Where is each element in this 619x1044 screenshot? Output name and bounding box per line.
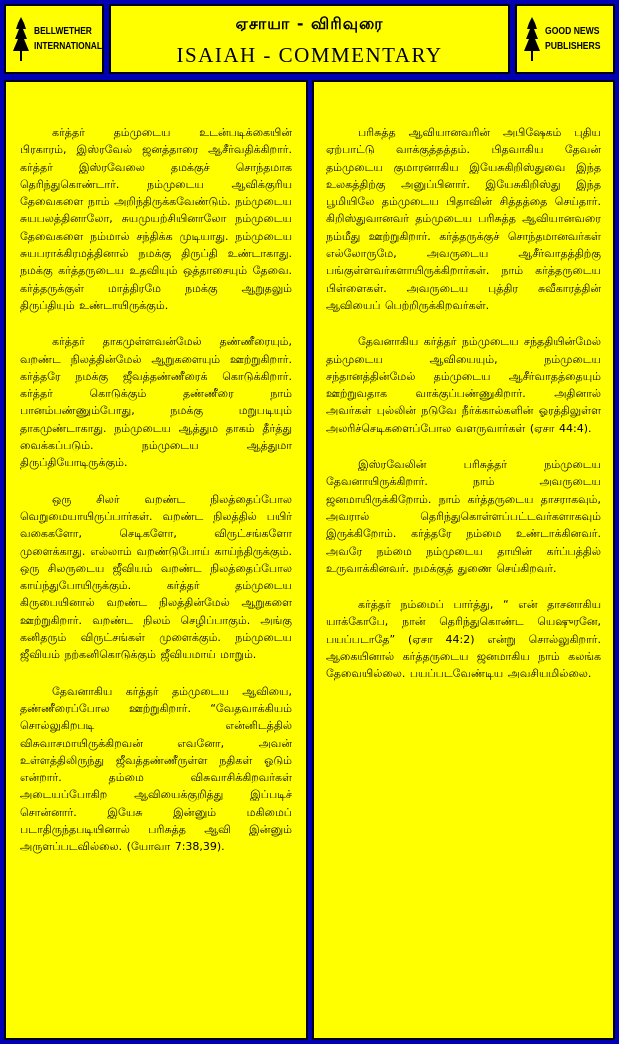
paragraph: ஒரு சிலர் வறண்ட நிலத்தைப்போல வெறுமையாயிருப்பார்கள். வறண்ட நிலத்தில் பயிர் வகைகளோ, செடிகளோ, விருட்சங்களோ முளைக்காது. எல்லாம் வறண்டுபோய் காய்ந்திருக்கும். ஒரு சிலருடைய ஜீவியம் வறண்ட நிலத்தைப்போல காய்ந்துபோயிருக்கும். கர்த்தர் தம்முடைய கிருபையினால் வறண்ட நிலத்தின்மேல் ஆறுகளை ஊற்றுகிறார். வறண்ட நிலம் செழிப்பாகும். அங்கு கனிதரும் விருட்சங்கள் முளைக்கும். நம்முடைய ஜீவியம் நற்கனிகொடுக்கும் ஜீவியமாய் மாறும். (20, 492, 292, 662)
paragraph: கர்த்தர் தாகமுள்ளவன்மேல் தண்ணீரையும், வறண்ட நிலத்தின்மேல் ஆறுகளையும் ஊற்றுகிறார். கர்த்தரே நமக்கு ஜீவத்தண்ணீரைக் கொடுக்கிறார். கர்த்தர் கொடுக்கும் தண்ணீரை நாம் பானம்பண்ணும்போது, நமக்கு மறுபடியும் தாகமுண்டாகாது. நம்முடைய ஆத்தும தாகம் தீர்த்து வைக்கப்படும். நம்முடைய ஆத்துமா திருப்தியோடிருக்கும். (20, 335, 292, 470)
logo-line: GOOD NEWS (545, 25, 600, 37)
title-tamil: ஏசாயா - விரிவுரை (235, 14, 384, 33)
tree-icon (521, 15, 543, 63)
right-column (312, 80, 615, 1040)
paragraph: பரிசுத்த ஆவியானவரின் அபிஷேகம் புதிய ஏற்பாட்டு வாக்குத்தத்தம். பிதவாகிய தேவன் தம்முடைய குமாரனாகிய இயேசுகிறிஸ்துவை இந்த உலகத்திற்கு அனுப்பினார். இயேசுகிறிஸ்து இந்த பூமியிலே தம்முடைய பிதாவின் சித்தத்தை செய்தார். கிறிஸ்துவானவர் தம்முடைய பரிசுத்த ஆவியானவரை நம்மீது ஊற்றுகிறார். கர்த்தருக்குச் சொந்தமானவர்கள் எல்லோருமே, அவருடைய ஆசீர்வாதத்திற்கு பங்குள்ளவர்களாயிருக்கிறார்கள். நாம் கர்த்தருடைய பிள்ளைகள். அவருடைய புத்திர சுவீகாரத்தின் ஆவியைப் பெற்றிருக்கிறவர்கள். (326, 126, 601, 312)
logo-line: PUBLISHERS (545, 40, 601, 52)
logo-line: BELLWETHER (34, 25, 92, 37)
paragraph: தேவனாகிய கர்த்தர் தம்முடைய ஆவியை, தண்ணீரைப்போல ஊற்றுகிறார். “வேதவாக்கியம் சொல்லுகிறபடி என்னிடத்தில் விசுவாசமாயிருக்கிறவன் எவனோ, அவன் உள்ளத்திலிருந்து ஜீவத்தண்ணீருள்ள நதிகள் ஓடும் என்றார். தம்மை விசுவாசிக்கிறவர்கள் அடையப்போகிற ஆவியைக்குறித்து இப்படிச் சொன்னார். இயேசு இன்னும் மகிமைப் படாதிருந்தபடியினால் பரிசுத்த ஆவி இன்னும் அருளப்படவில்லை. (யோவா 7:38,39). (20, 684, 292, 854)
bellwether-logo (4, 4, 104, 74)
page-header (109, 4, 510, 74)
paragraph: கர்த்தர் நம்மைப் பார்த்து, “ என் தாசனாகிய யாக்கோபே, நான் தெரிந்துகொண்ட யெஷுரனே, பயப்படாதே” (ஏசா 44:2) என்று சொல்லுகிறார். ஆகையினால் கர்த்தருடைய ஜனமாகிய நாம் கலங்க தேவையில்லை. பயப்படவேண்டிய அவசியமில்லை. (326, 598, 601, 681)
logo-line: INTERNATIONAL (34, 40, 102, 52)
title-english: ISAIAH - COMMENTARY (176, 43, 443, 67)
ram-icon (10, 15, 32, 63)
good-news-logo (515, 4, 615, 74)
paragraph: இஸ்ரவேலின் பரிசுத்தர் நம்முடைய தேவனாயிருக்கிறார். நாம் அவருடைய ஜனமாயிருக்கிறோம். நாம் கர்த்தருடைய தாசராகவும், அவரால் தெரிந்துகொள்ளப்பட்டவர்களாகவும் இருக்கிறோம். கர்த்தரே நம்மை உண்டாக்கினவர். அவரே நம்மை நம்முடைய தாயின் கர்ப்பத்தில் உருவாக்கினவர். நமக்குத் துணை செய்கிறவர். (326, 458, 601, 575)
left-column (4, 80, 308, 1040)
paragraph: கர்த்தர் தம்முடைய உடன்படிக்கையின் பிரகாரம், இஸ்ரவேல் ஜனத்தாரை ஆசீர்வதிக்கிறார். கர்த்தர் இஸ்ரவேலை தமக்குச் சொந்தமாக தெரிந்துகொண்டார். நம்முடைய ஆவிக்குரிய தேவைகளை நாம் அறிந்திருக்கவேண்டும். நம்முடைய சுயபலத்தினாலோ, சுயமுயற்சியினாலோ நம்முடைய தேவைகளை நம்மால் சந்திக்க முடியாது. நம்முடைய சுயபராக்கிரமத்தினால் நமக்கு திருப்தி உண்டாகாது. நமக்கு கர்த்தருடைய உதவியும் ஒத்தாசையும் தேவை. கர்த்தருக்குள் மாத்திரமே நமக்கு ஆறுதலும் திருப்தியும் உண்டாயிருக்கும். (20, 126, 292, 312)
paragraph: தேவனாகிய கர்த்தர் நம்முடைய சந்ததியின்மேல் தம்முடைய ஆவியையும், நம்முடைய சந்தானத்தின்மேல் தம்முடைய ஆசீர்வாதத்தையும் ஊற்றுவதாக வாக்குப்பண்ணுகிறார். அதினால் அவர்கள் புல்லின் நடுவே நீர்க்கால்களின் ஓரத்திலுள்ள அலரிச்செடிகளைப்போல வளருவார்கள் (ஏசா 44:4). (326, 335, 601, 435)
